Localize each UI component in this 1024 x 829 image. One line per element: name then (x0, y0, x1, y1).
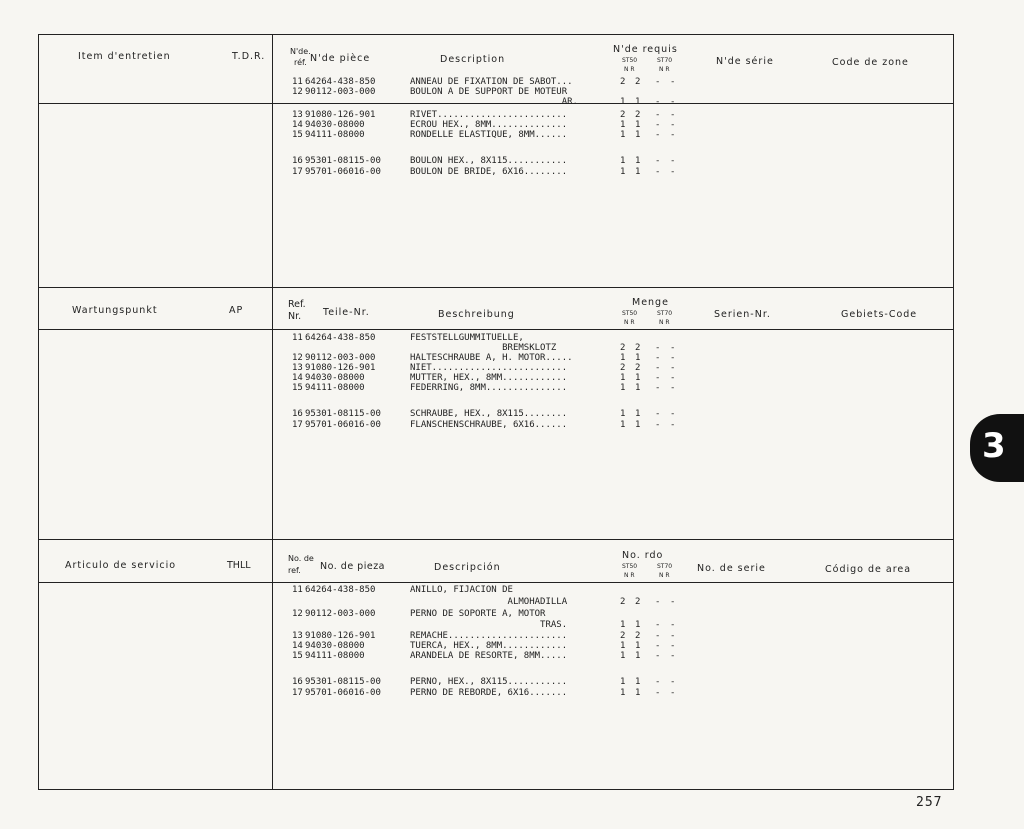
part-cell: 95701-06016-00 (305, 167, 381, 177)
qty-cell: 1 (635, 373, 641, 383)
part-cell: 91080-126-901 (305, 631, 376, 641)
qty-cell: - (670, 77, 676, 87)
qty-cell: - (655, 409, 661, 419)
qty-cell: 1 (635, 420, 641, 430)
qty-cell: - (670, 156, 676, 166)
model-st50: ST50 (622, 310, 638, 317)
maintenance-code-label: THLL (227, 560, 251, 571)
ref-cell: 11 (292, 585, 303, 595)
model-st70: ST70 (657, 563, 673, 570)
page-number: 257 (916, 795, 943, 810)
ref-cell: 14 (292, 120, 303, 130)
ref-cell: 16 (292, 677, 303, 687)
part-number-label: Teile-Nr. (323, 307, 370, 318)
part-cell: 95301-08115-00 (305, 409, 381, 419)
maintenance-item-label: Item d'entretien (78, 51, 171, 62)
qty-cell: 1 (620, 677, 626, 687)
qty-cell: 1 (635, 383, 641, 393)
qty-cell: - (655, 363, 661, 373)
st70-nr-label: N R (659, 319, 670, 326)
qty-cell: 1 (635, 353, 641, 363)
qty-cell: - (670, 677, 676, 687)
qty-cell: 1 (635, 97, 641, 107)
qty-cell: 1 (620, 373, 626, 383)
ref-cell: 15 (292, 130, 303, 140)
ref-cell: 17 (292, 420, 303, 430)
ref-cell: 16 (292, 409, 303, 419)
part-cell: 94030-08000 (305, 373, 365, 383)
qty-cell: 2 (620, 343, 626, 353)
qty-cell: - (655, 120, 661, 130)
st50-nr-label: N R (624, 572, 635, 579)
serial-number-label: N'de série (716, 56, 774, 67)
qty-cell: - (670, 373, 676, 383)
qty-cell: - (655, 688, 661, 698)
part-cell: 94111-08000 (305, 651, 365, 661)
qty-cell: 1 (620, 620, 626, 630)
qty-cell: 1 (620, 120, 626, 130)
qty-cell: 2 (635, 597, 641, 607)
part-cell: 95701-06016-00 (305, 420, 381, 430)
st70-nr-label: N R (659, 66, 670, 73)
part-cell: 64264-438-850 (305, 585, 376, 595)
ref-cell: 15 (292, 651, 303, 661)
desc-cell: PERNO DE REBORDE, 6X16....... (410, 688, 568, 698)
desc-cell: BREMSKLOTZ (410, 343, 557, 353)
column-divider (272, 34, 273, 790)
ref-cell: 14 (292, 373, 303, 383)
qty-cell: - (655, 383, 661, 393)
ref-label-bottom: Nr. (288, 311, 302, 322)
desc-cell: NIET......................... (410, 363, 568, 373)
quantity-label: N'de requis (613, 44, 678, 55)
ref-cell: 13 (292, 363, 303, 373)
qty-cell: - (655, 353, 661, 363)
qty-cell: - (655, 77, 661, 87)
desc-cell: BOULON HEX., 8X115........... (410, 156, 568, 166)
qty-cell: 1 (620, 156, 626, 166)
qty-cell: - (670, 110, 676, 120)
ref-label-bottom: réf. (294, 58, 307, 67)
qty-cell: - (655, 420, 661, 430)
qty-cell: 1 (635, 120, 641, 130)
desc-cell: REMACHE...................... (410, 631, 568, 641)
desc-cell: BOULON A DE SUPPORT DE MOTEUR (410, 87, 568, 97)
part-cell: 94111-08000 (305, 130, 365, 140)
qty-cell: 1 (620, 641, 626, 651)
desc-cell: FEDERRING, 8MM............... (410, 383, 568, 393)
maintenance-code-label: AP (229, 305, 244, 316)
section-2-header-line (38, 329, 954, 330)
maintenance-item-label: Wartungspunkt (72, 305, 158, 316)
part-cell: 94111-08000 (305, 383, 365, 393)
qty-cell: - (655, 641, 661, 651)
desc-cell: FLANSCHENSCHRAUBE, 6X16...... (410, 420, 568, 430)
st50-nr-label: N R (624, 319, 635, 326)
qty-cell: - (655, 110, 661, 120)
qty-cell: - (670, 641, 676, 651)
ref-cell: 13 (292, 110, 303, 120)
qty-cell: 2 (620, 77, 626, 87)
qty-cell: 1 (620, 97, 626, 107)
serial-number-label: No. de serie (697, 563, 766, 574)
model-st70: ST70 (657, 57, 673, 64)
qty-cell: - (670, 409, 676, 419)
desc-cell: RIVET........................ (410, 110, 568, 120)
ref-label-top: Ref. (288, 299, 306, 310)
desc-cell: ANNEAU DE FIXATION DE SABOT... (410, 77, 573, 87)
ref-cell: 16 (292, 156, 303, 166)
qty-cell: - (655, 651, 661, 661)
qty-cell: - (655, 631, 661, 641)
part-number-label: N'de pièce (310, 53, 371, 64)
model-st70: ST70 (657, 310, 673, 317)
ref-cell: 12 (292, 87, 303, 97)
quantity-label: Menge (632, 297, 669, 308)
desc-cell: HALTESCHRAUBE A, H. MOTOR..... (410, 353, 573, 363)
qty-cell: 1 (635, 409, 641, 419)
desc-cell: RONDELLE ELASTIQUE, 8MM...... (410, 130, 568, 140)
desc-cell: PERNO DE SOPORTE A, MOTOR (410, 609, 546, 619)
qty-cell: 1 (620, 130, 626, 140)
qty-cell: - (670, 383, 676, 393)
part-cell: 90112-003-000 (305, 353, 376, 363)
qty-cell: - (670, 631, 676, 641)
description-label: Description (440, 54, 506, 65)
desc-cell: ANILLO, FIJACION DE (410, 585, 513, 595)
desc-cell: MUTTER, HEX., 8MM............ (410, 373, 568, 383)
qty-cell: 2 (635, 631, 641, 641)
part-cell: 91080-126-901 (305, 110, 376, 120)
part-cell: 94030-08000 (305, 641, 365, 651)
qty-cell: - (670, 343, 676, 353)
qty-cell: - (670, 688, 676, 698)
maintenance-item-label: Articulo de servicio (65, 560, 177, 571)
qty-cell: 2 (635, 77, 641, 87)
quantity-label: No. rdo (622, 550, 664, 561)
ref-cell: 17 (292, 688, 303, 698)
qty-cell: - (655, 156, 661, 166)
ref-cell: 12 (292, 609, 303, 619)
qty-cell: - (670, 97, 676, 107)
qty-cell: - (670, 130, 676, 140)
qty-cell: 1 (635, 620, 641, 630)
qty-cell: - (655, 373, 661, 383)
part-number-label: No. de pieza (320, 561, 386, 572)
ref-cell: 13 (292, 631, 303, 641)
ref-cell: 15 (292, 383, 303, 393)
qty-cell: 1 (635, 641, 641, 651)
qty-cell: - (670, 120, 676, 130)
ref-cell: 12 (292, 353, 303, 363)
chapter-tab-number: 3 (982, 426, 1006, 466)
chapter-tab (970, 414, 1024, 482)
part-cell: 91080-126-901 (305, 363, 376, 373)
qty-cell: 2 (620, 363, 626, 373)
qty-cell: - (655, 597, 661, 607)
part-cell: 64264-438-850 (305, 333, 376, 343)
qty-cell: 1 (620, 651, 626, 661)
section-divider-1 (38, 287, 954, 288)
qty-cell: 2 (635, 363, 641, 373)
part-cell: 94030-08000 (305, 120, 365, 130)
qty-cell: 2 (620, 631, 626, 641)
part-cell: 90112-003-000 (305, 87, 376, 97)
part-cell: 90112-003-000 (305, 609, 376, 619)
qty-cell: - (655, 130, 661, 140)
zone-code-label: Gebiets-Code (841, 309, 918, 320)
qty-cell: 2 (620, 597, 626, 607)
qty-cell: - (655, 677, 661, 687)
qty-cell: - (655, 97, 661, 107)
zone-code-label: Código de area (825, 564, 912, 575)
qty-cell: 1 (620, 383, 626, 393)
desc-cell: SCHRAUBE, HEX., 8X115........ (410, 409, 568, 419)
section-3-header-line (38, 582, 954, 583)
model-st50: ST50 (622, 563, 638, 570)
serial-number-label: Serien-Nr. (714, 309, 771, 320)
qty-cell: - (655, 343, 661, 353)
qty-cell: 1 (635, 688, 641, 698)
ref-label-bottom: ref. (288, 566, 301, 575)
ref-cell: 11 (292, 77, 303, 87)
qty-cell: - (670, 167, 676, 177)
qty-cell: 1 (635, 156, 641, 166)
part-cell: 95301-08115-00 (305, 156, 381, 166)
ref-label-top: No. de (288, 554, 314, 563)
desc-cell: AR. (410, 97, 578, 107)
desc-cell: ARANDELA DE RESORTE, 8MM..... (410, 651, 568, 661)
qty-cell: 1 (635, 677, 641, 687)
description-label: Descripción (434, 562, 501, 573)
desc-cell: TUERCA, HEX., 8MM............ (410, 641, 568, 651)
qty-cell: - (670, 620, 676, 630)
description-label: Beschreibung (438, 309, 515, 320)
qty-cell: 1 (620, 688, 626, 698)
qty-cell: - (670, 363, 676, 373)
qty-cell: - (670, 651, 676, 661)
st50-nr-label: N R (624, 66, 635, 73)
qty-cell: 1 (620, 353, 626, 363)
desc-cell: PERNO, HEX., 8X115........... (410, 677, 568, 687)
qty-cell: - (670, 597, 676, 607)
ref-cell: 17 (292, 167, 303, 177)
qty-cell: 1 (620, 409, 626, 419)
st70-nr-label: N R (659, 572, 670, 579)
desc-cell: BOULON DE BRIDE, 6X16........ (410, 167, 568, 177)
qty-cell: 1 (635, 130, 641, 140)
ref-cell: 11 (292, 333, 303, 343)
qty-cell: 2 (620, 110, 626, 120)
qty-cell: 1 (635, 167, 641, 177)
ref-cell: 14 (292, 641, 303, 651)
ref-label-top: N'de. (290, 47, 311, 56)
desc-cell: ALMOHADILLA (410, 597, 568, 607)
part-cell: 95701-06016-00 (305, 688, 381, 698)
model-st50: ST50 (622, 57, 638, 64)
qty-cell: 1 (620, 420, 626, 430)
qty-cell: - (670, 353, 676, 363)
qty-cell: - (670, 420, 676, 430)
qty-cell: 1 (620, 167, 626, 177)
desc-cell: FESTSTELLGUMMITUELLE, (410, 333, 524, 343)
part-cell: 95301-08115-00 (305, 677, 381, 687)
desc-cell: ECROU HEX., 8MM.............. (410, 120, 568, 130)
qty-cell: 2 (635, 110, 641, 120)
part-cell: 64264-438-850 (305, 77, 376, 87)
qty-cell: - (655, 167, 661, 177)
section-divider-2 (38, 539, 954, 540)
desc-cell: TRAS. (410, 620, 568, 630)
qty-cell: 1 (635, 651, 641, 661)
qty-cell: - (655, 620, 661, 630)
qty-cell: 2 (635, 343, 641, 353)
maintenance-code-label: T.D.R. (232, 51, 266, 62)
zone-code-label: Code de zone (832, 57, 909, 68)
